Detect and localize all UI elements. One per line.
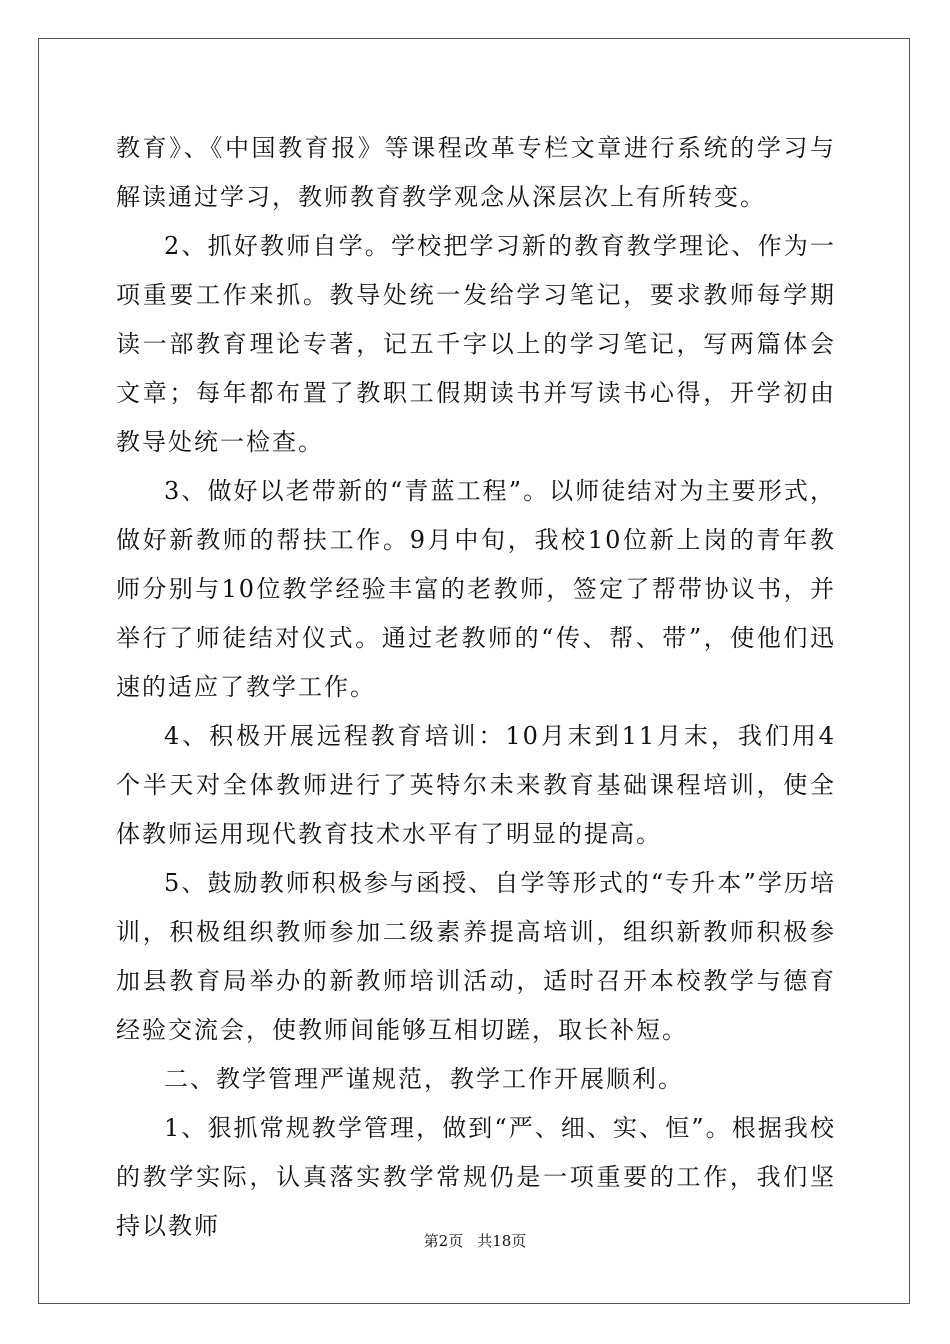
- page-total: 共18页: [477, 1232, 527, 1250]
- document-body: [116, 124, 836, 1251]
- section-heading-2: 二、教学管理严谨规范，教学工作开展顺利。: [164, 1065, 684, 1093]
- paragraph-3: 3、做好以老带新的“青蓝工程”。以师徒结对为主要形式，做好新教师的帮扶工作。9月中旬，我校10位新上岗的青年教师分别与10位教学经验丰富的老教师，签定了帮带协议书，并举行了师徒结对仪式。通过老教师的“传、帮、带”，使他们迅速的适应了教学工作。: [116, 477, 836, 701]
- paragraph-1: 教育》、《中国教育报》等课程改革专栏文章进行系统的学习与解读通过学习，教师教育教学观念从深层次上有所转变。: [116, 134, 836, 211]
- page-number: 第2页: [423, 1232, 464, 1250]
- paragraph-2: 2、抓好教师自学。学校把学习新的教育教学理论、作为一项重要工作来抓。教导处统一发给学习笔记，要求教师每学期读一部教育理论专著，记五千字以上的学习笔记，写两篇体会文章；每年都布置了教职工假期读书并写读书心得，开学初由教导处统一检查。: [116, 232, 836, 456]
- paragraph-4: 4、积极开展远程教育培训：10月末到11月末，我们用4个半天对全体教师进行了英特尔未来教育基础课程培训，使全体教师运用现代教育技术水平有了明显的提高。: [116, 722, 836, 848]
- paragraph-5: 5、鼓励教师积极参与函授、自学等形式的“专升本”学历培训，积极组织教师参加二级素养提高培训，组织新教师积极参加县教育局举办的新教师培训活动，适时召开本校教学与德育经验交流会，使教师间能够互相切蹉，取长补短。: [116, 869, 836, 1044]
- page-footer: [0, 1230, 950, 1251]
- paragraph-6: 1、狠抓常规教学管理，做到“严、细、实、恒”。根据我校的教学实际，认真落实教学常规仍是一项重要的工作，我们坚持以教师: [116, 1114, 836, 1240]
